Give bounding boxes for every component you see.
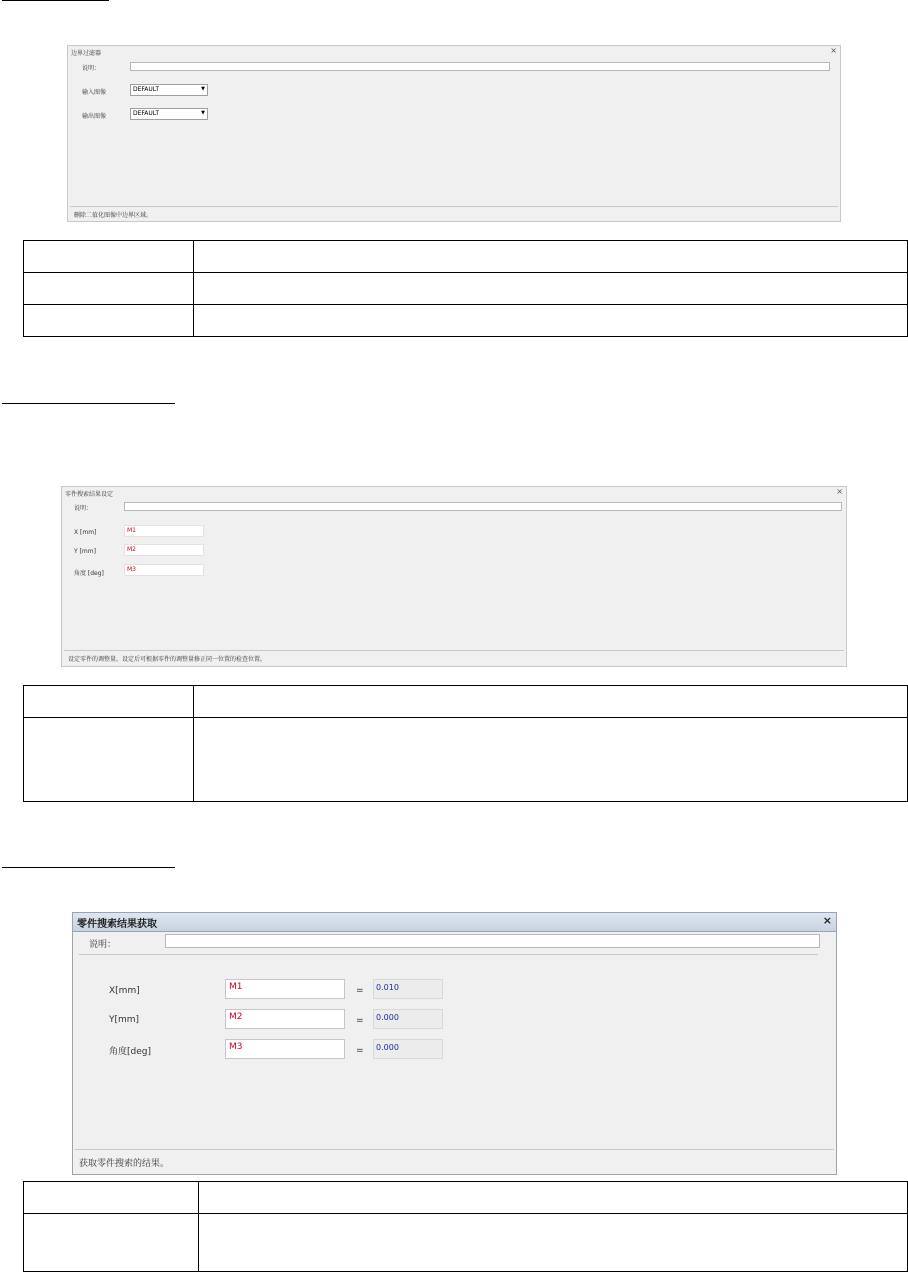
y-value: M2 <box>229 1012 243 1022</box>
description-input[interactable] <box>130 62 830 71</box>
input-image-select[interactable] <box>130 84 208 96</box>
x-input[interactable] <box>225 979 345 999</box>
status-text: 设定零件的调整量。设定后可根据零件的调整量修正同一位置的检查位置。 <box>68 656 267 663</box>
table-row <box>24 241 908 273</box>
x-result <box>373 979 443 999</box>
table-cell <box>24 1182 199 1214</box>
table-cell <box>194 686 908 718</box>
table-cell <box>24 686 194 718</box>
y-label: Y [mm] <box>74 548 96 555</box>
description-label: 说明： <box>74 505 93 512</box>
table-cell <box>24 718 194 802</box>
table-cell <box>24 241 194 273</box>
x-value: M1 <box>229 982 243 992</box>
y-input[interactable] <box>225 1009 345 1029</box>
table-row <box>24 718 908 802</box>
x-input[interactable] <box>124 525 204 537</box>
parameter-table <box>23 240 908 337</box>
y-input[interactable] <box>124 544 204 556</box>
table-row <box>24 305 908 337</box>
part-search-result-get-dialog <box>72 912 837 1175</box>
section-heading-underline <box>2 0 109 1</box>
table-cell <box>24 273 194 305</box>
dialog-title: 边界过滤器 <box>71 50 102 57</box>
part-search-result-setting-dialog <box>61 486 847 667</box>
parameter-table <box>23 1181 908 1272</box>
table-cell <box>24 305 194 337</box>
angle-label: 角度[deg] <box>109 1047 151 1057</box>
status-divider <box>75 1149 834 1150</box>
angle-result <box>373 1039 443 1059</box>
equals-sign: = <box>356 1016 364 1026</box>
table-cell <box>199 1182 908 1214</box>
chevron-down-icon: ▼ <box>201 110 205 116</box>
dialog-title: 零件搜索结果获取 <box>77 919 157 930</box>
status-text: 获取零件搜索的结果。 <box>79 1159 170 1169</box>
output-image-label: 输出图像 <box>82 113 107 120</box>
table-cell <box>194 718 908 802</box>
table-row <box>24 686 908 718</box>
table-row <box>24 1182 908 1214</box>
angle-value: M3 <box>127 566 136 573</box>
description-label: 说明： <box>82 65 101 72</box>
angle-value: M3 <box>229 1042 243 1052</box>
section-heading-underline <box>2 867 175 868</box>
output-image-select[interactable] <box>130 108 208 120</box>
chevron-down-icon: ▼ <box>201 86 205 92</box>
table-cell <box>24 1214 199 1272</box>
table-row <box>24 273 908 305</box>
y-label: Y[mm] <box>109 1015 140 1025</box>
description-input[interactable] <box>165 934 820 948</box>
status-divider <box>64 650 844 651</box>
angle-input[interactable] <box>225 1039 345 1059</box>
x-value: M1 <box>127 527 136 534</box>
parameter-table <box>23 685 908 802</box>
dialog-title: 零件搜索结果设定 <box>65 491 114 498</box>
table-cell <box>194 305 908 337</box>
x-label: X[mm] <box>109 986 140 996</box>
table-row <box>24 1214 908 1272</box>
boundary-filter-dialog <box>67 45 841 222</box>
description-divider <box>79 954 818 955</box>
close-icon[interactable]: × <box>822 914 832 927</box>
y-result-value: 0.000 <box>376 1013 399 1022</box>
status-divider <box>70 206 838 207</box>
equals-sign: = <box>356 986 364 996</box>
description-label: 说明： <box>89 940 117 950</box>
dialog-titlebar <box>73 913 836 932</box>
angle-result-value: 0.000 <box>376 1043 399 1052</box>
y-value: M2 <box>127 546 136 553</box>
angle-input[interactable] <box>124 564 204 576</box>
angle-label: 角度 [deg] <box>74 570 104 577</box>
status-text: 删除二值化图像中边界区域。 <box>74 212 153 219</box>
table-cell <box>194 241 908 273</box>
y-result <box>373 1009 443 1029</box>
x-label: X [mm] <box>74 529 97 536</box>
output-image-value: DEFAULT <box>133 110 159 117</box>
close-icon[interactable]: × <box>830 46 837 55</box>
input-image-label: 输入图像 <box>82 89 107 96</box>
input-image-value: DEFAULT <box>133 86 159 93</box>
x-result-value: 0.010 <box>376 983 399 992</box>
section-heading-underline <box>2 403 175 404</box>
table-cell <box>199 1214 908 1272</box>
description-input[interactable] <box>124 502 842 511</box>
close-icon[interactable]: × <box>836 487 843 496</box>
equals-sign: = <box>356 1046 364 1056</box>
table-cell <box>194 273 908 305</box>
